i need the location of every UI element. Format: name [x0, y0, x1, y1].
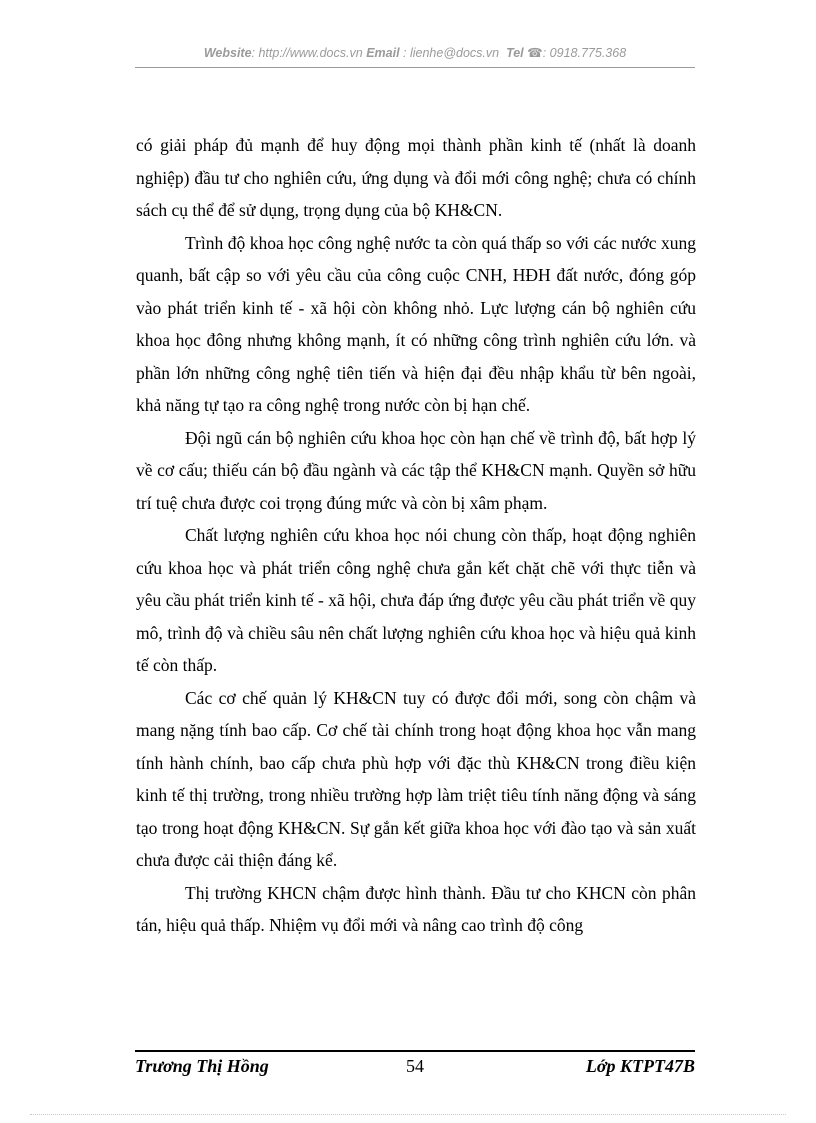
website-value: : http://www.docs.vn — [251, 46, 363, 60]
tel-label: Tel — [506, 46, 524, 60]
email-value: : lienhe@docs.vn — [399, 46, 500, 60]
author-name: Trương Thị Hồng — [135, 1056, 269, 1076]
page-header — [135, 45, 695, 68]
paragraph: Các cơ chế quản lý KH&CN tuy có được đổi mới, song còn chậm và mang nặng tính bao cấp. Cơ chế tài chính trong hoạt động khoa học vẫn mang tính hành chính, bao cấp chưa phù hợp với đặc thù KH&CN trong điều kiện kinh tế thị trường, trong nhiều trường hợp làm triệt tiêu tính năng động và sáng tạo trong hoạt động KH&CN. Sự gắn kết giữa khoa học với đào tạo và sản xuất chưa được cải thiện đáng kể. — [136, 687, 696, 870]
website-label: Website — [203, 46, 252, 60]
paragraph: Thị trường KHCN chậm được hình thành. Đầu tư cho KHCN còn phân tán, hiệu quả thấp. Nhiệm vụ đổi mới và nâng cao trình độ công — [136, 882, 696, 935]
page-edge-divider — [30, 1114, 786, 1115]
tel-value: : 0918.775.368 — [542, 46, 627, 60]
paragraph: Chất lượng nghiên cứu khoa học nói chung còn thấp, hoạt động nghiên cứu khoa học và phát triển công nghệ chưa gắn kết chặt chẽ với thực tiễn và yêu cầu phát triển kinh tế - xã hội, chưa đáp ứng được yêu cầu phát triển về quy mô, trình độ và chiều sâu nên chất lượng nghiên cứu khoa học và hiệu quả kinh tế còn thấp. — [136, 525, 696, 675]
paragraph: có giải pháp đủ mạnh để huy động mọi thành phần kinh tế (nhất là doanh nghiệp) đầu tư cho nghiên cứu, ứng dụng và đổi mới công nghệ; chưa có chính sách cụ thể để sử dụng, trọng dụng của bộ KH&CN. — [136, 135, 696, 220]
email-label: Email — [366, 46, 400, 60]
class-name: Lớp KTPT47B — [585, 1056, 695, 1076]
paragraph: Đội ngũ cán bộ nghiên cứu khoa học còn hạn chế về trình độ, bất hợp lý về cơ cấu; thiếu cán bộ đầu ngành và các tập thể KH&CN mạnh. Quyền sở hữu trí tuệ chưa được coi trọng đúng mức và còn bị xâm phạm. — [136, 427, 696, 513]
page-footer — [135, 1050, 695, 1084]
phone-icon: ☎ — [527, 46, 543, 60]
page-number: 54 — [406, 1056, 424, 1076]
document-body — [136, 129, 696, 942]
paragraph: Trình độ khoa học công nghệ nước ta còn quá thấp so với các nước xung quanh, bất cập so với yêu cầu của công cuộc CNH, HĐH đất nước, đóng góp vào phát triển kinh tế - xã hội còn không nhỏ. Lực lượng cán bộ nghiên cứu khoa học đông nhưng không mạnh, ít có những công trình nghiên cứu lớn. và phần lớn những công nghệ tiên tiến và hiện đại đều nhập khẩu từ bên ngoài, khả năng tự tạo ra công nghệ trong nước còn bị hạn chế. — [136, 232, 696, 415]
